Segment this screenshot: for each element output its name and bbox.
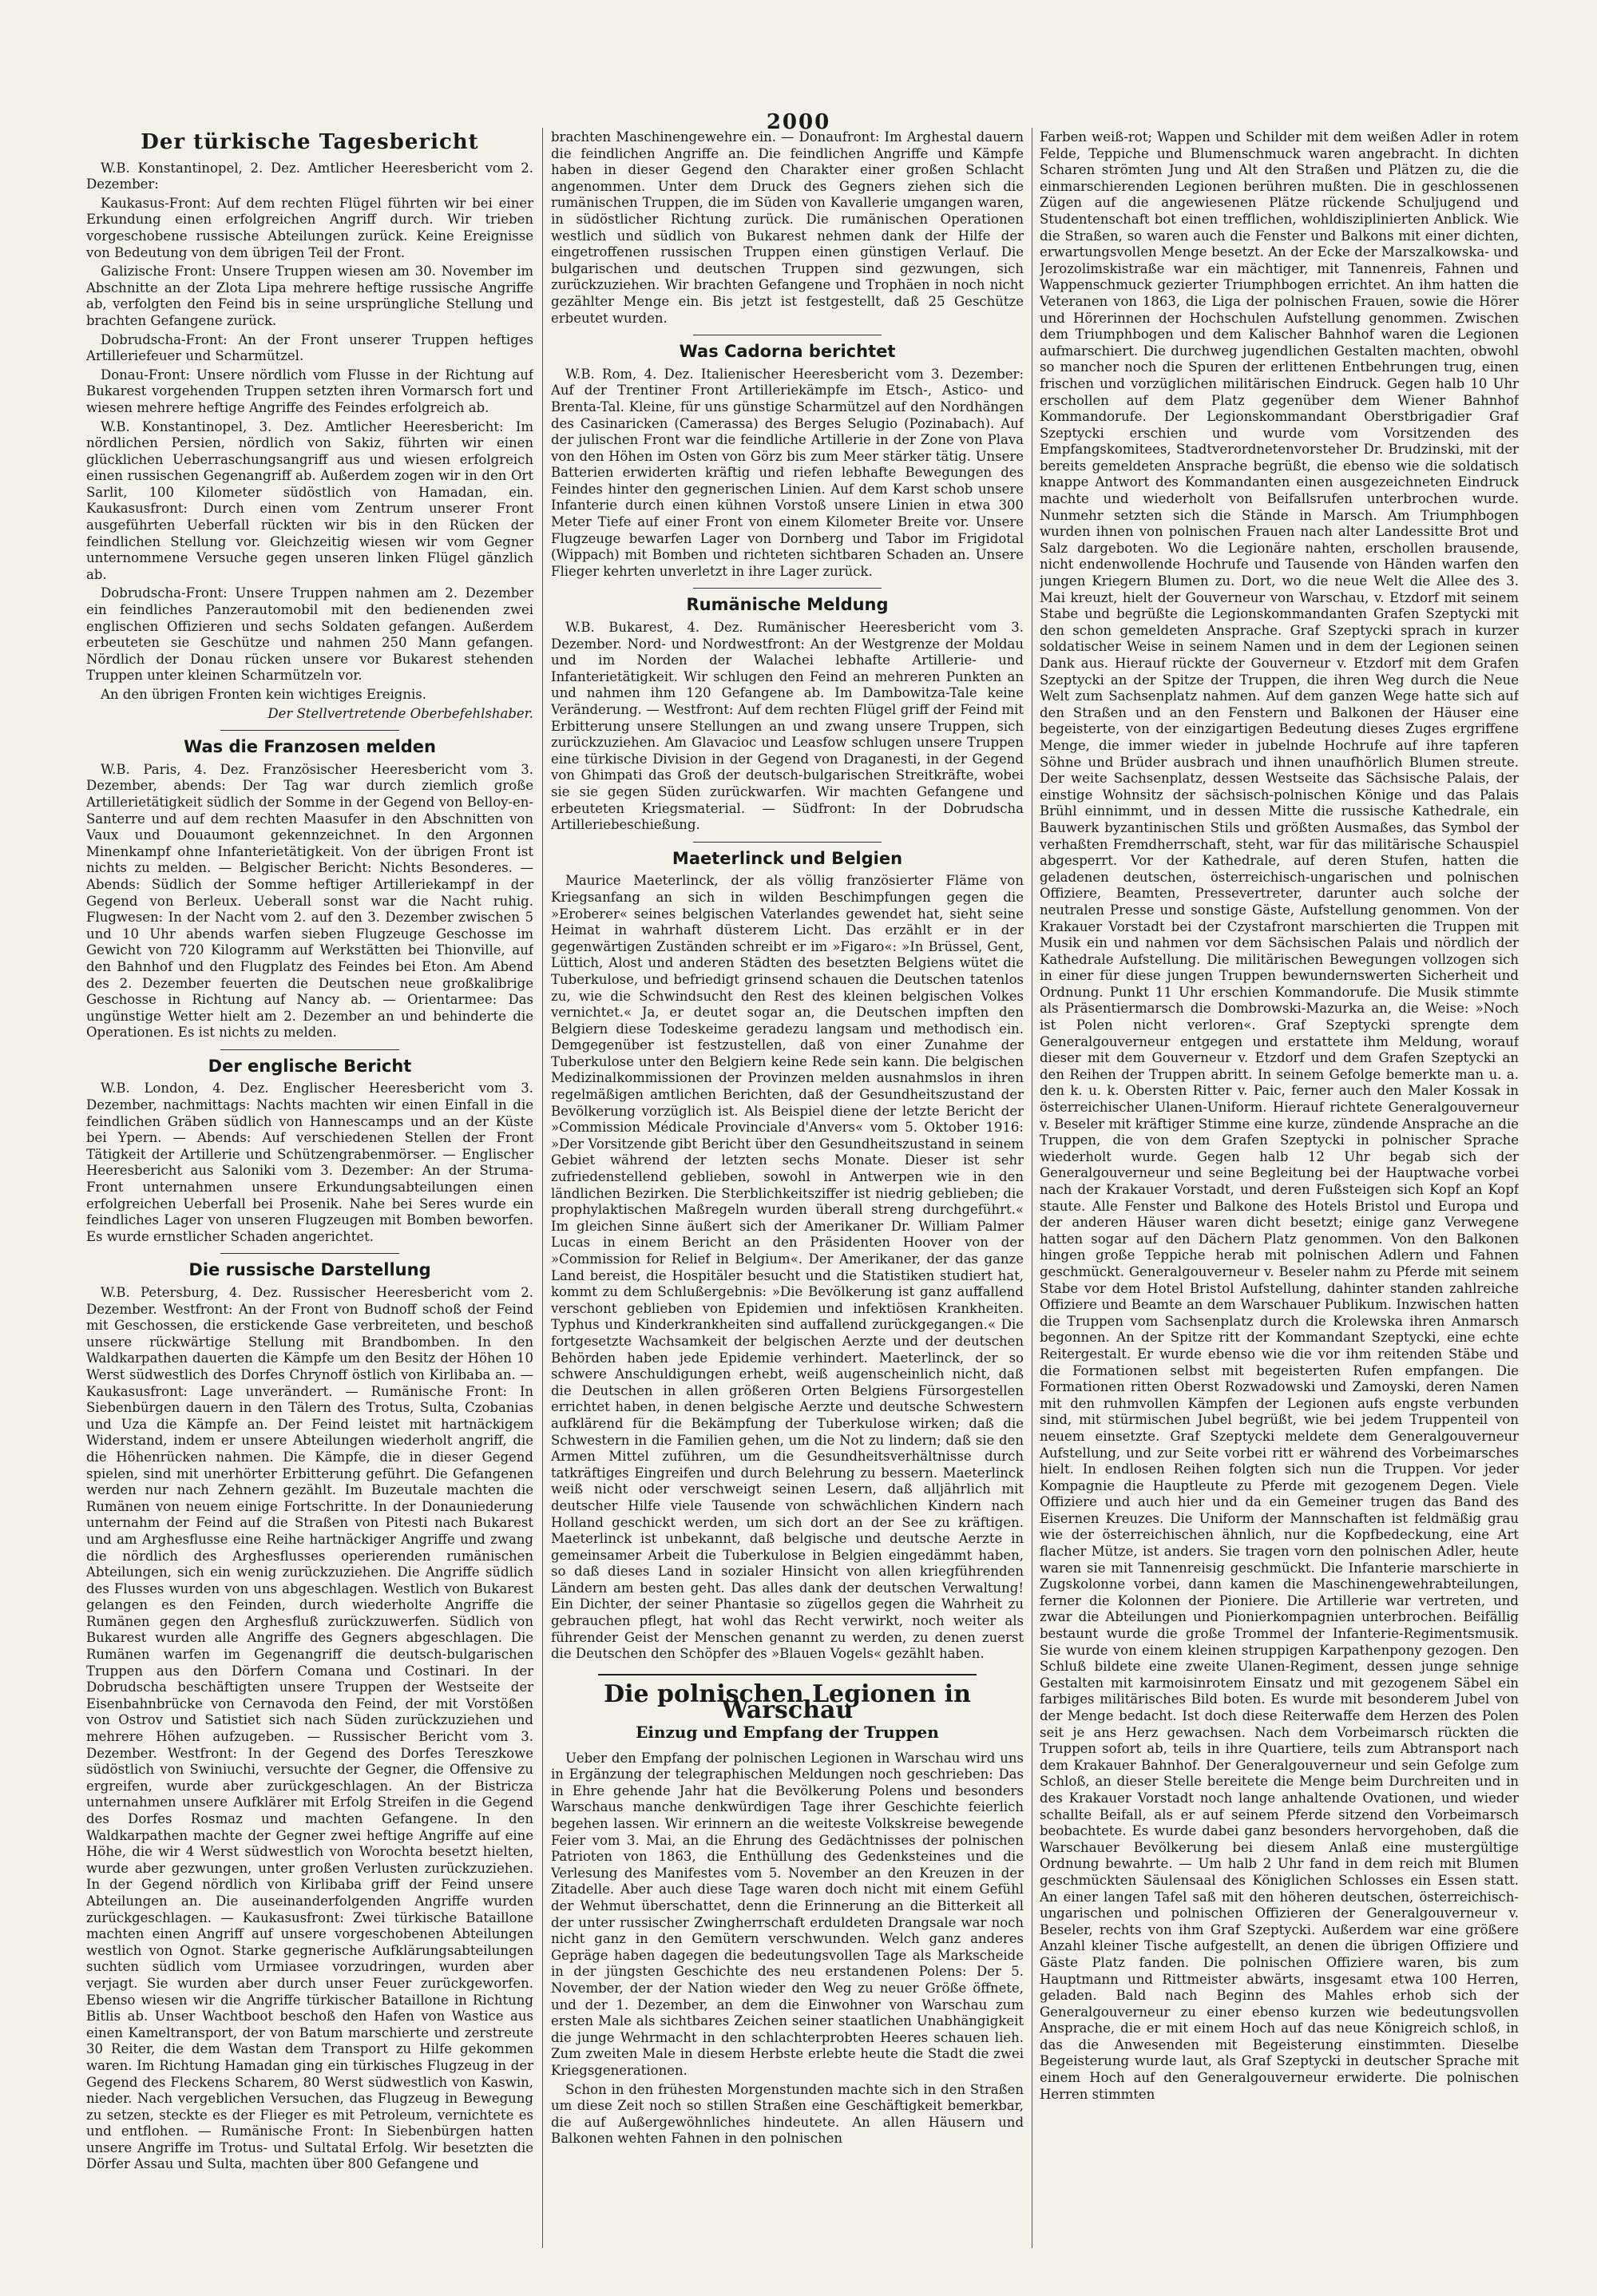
- separator: [693, 588, 882, 589]
- paragraph: W.B. London, 4. Dez. Englischer Heeresbericht vom 3. Dezember, nachmittags: Nachts machten wir einen Einfall in die feindlichen Gräben südlich von Hannescamps und an der Küste bei Ypern. — Abends: Auf verschiedenen Stellen der Front Tätigkeit der Artillerie und Schützengrabenmörser. — Englischer Heeresbericht aus Saloniki vom 3. Dezember: An der Struma-Front unternahmen unsere Erkundungsabteilungen einen erfolgreichen Ueberfall bei Prosenik. Nahe bei Seres wurde ein feindliches Lager von unseren Flugzeugen mit Bomben beworfen. Es wurde ernstlicher Schaden angerichtet.: [86, 1081, 533, 1244]
- separator: [220, 730, 399, 731]
- polish-legions-headline: Die polnischen Legionen in Warschau: [604, 1679, 971, 1725]
- paragraph: Dobrudscha-Front: Unsere Truppen nahmen am 2. Dezember ein feindliches Panzerautomobil mit den bedienenden zwei englischen Offizieren und sechs Soldaten gefangen. Außerdem erbeuteten sie Geschütze und nahmen 250 Mann gefangen. Nördlich der Donau rücken unsere vor Bukarest stehenden Truppen unter kleinen Scharmützeln vor.: [86, 585, 533, 684]
- cadorna-report-headline: Was Cadorna berichtet: [679, 342, 896, 362]
- separator: [220, 1253, 399, 1254]
- romanian-report-headline: Rumänische Meldung: [686, 595, 889, 615]
- paragraph: Dobrudscha-Front: An der Front unserer Truppen heftiges Artilleriefeuer und Scharmützel.: [86, 331, 533, 364]
- paragraph: W.B. Paris, 4. Dez. Französischer Heeresbericht vom 3. Dezember, abends: Der Tag war durch ziemlich große Artillerietätigkeit südlich der Somme in der Gegend von Belloy-en-Santerre und auf dem rechten Maasufer in den Abschnitten von Vaux und Douaumont gekennzeichnet. In den Argonnen Minenkampf ohne Infanterietätigkeit. Von der übrigen Front ist nichts zu melden. — Belgischer Bericht: Nichts Besonderes. — Abends: Südlich der Somme heftiger Artilleriekampf in der Gegend von Berleux. Ueberall sonst war die Nacht ruhig. Flugwesen: In der Nacht vom 2. auf den 3. Dezember zwischen 5 und 10 Uhr abends warfen sieben Flugzeuge Geschosse im Gewicht von 720 Kilogramm auf Werkstätten bei Thionville, auf den Bahnhof und den Flugplatz des Feindes bei Eton. Am Abend des 2. Dezember feuerten die Deutschen neue großkalibrige Geschosse in Richtung auf Nancy ab. — Orientarmee: Das ungünstige Wetter hielt am 2. Dezember an und behinderte die Operationen. Es ist nichts zu melden.: [86, 761, 533, 1041]
- polish-legions-subheadline: Einzug und Empfang der Truppen: [636, 1723, 939, 1743]
- separator: [598, 1674, 977, 1675]
- paragraph: Ueber den Empfang der polnischen Legionen in Warschau wird uns in Ergänzung der telegraphischen Meldungen noch geschrieben: Das in Ehre gehende Jahr hat die Bevölkerung Polens und besonders Warschaus manche denkwürdigen Tage ihrer Geschichte feierlich begehen lassen. Wir erinnern an die weiteste Volkskreise bewegende Feier vom 3. Mai, an die Ehrung des Gedächtnisses der polnischen Patrioten von 1863, die Enthüllung des Gedenksteines und die Verlesung des Manifestes vom 5. November an den Kreuzen in der Zitadelle. Aber auch diese Tage waren doch nicht mit einem Gefühl der Wehmut überschattet, denn die Erinnerung an die Bitterkeit all der unter russischer Zwingherrschaft erduldeten Drangsale war noch nicht ganz in den Gemütern verschwunden. Welch ganz anderes Gepräge haben dagegen die bedeutungsvollen Tage als Markscheide in der jüngsten Geschichte des neu erstandenen Polens: Der 5. November, der der Nation wieder den Weg zu neuer Größe öffnete, und der 1. Dezember, an dem die Einwohner von Warschau zum ersten Male als sichtbares Zeichen seiner staatlichen Unabhängigkeit die junge Wehrmacht in den schlachterprobten Heeres schauen lieh. Zum zweiten Male in diesem Herbste erlebte heute die Stadt die zwei Kriegsgenerationen.: [551, 1750, 1024, 2078]
- paragraph: Maurice Maeterlinck, der als völlig französierter Fläme von Kriegsanfang an sich in wilden Beschimpfungen gegen die »Eroberer« seines belgischen Vaterlandes gewendet hat, sieht seine Heimat in wahrhaft düsterem Licht. Das erzählt er in der gegenwärtigen Zuständen schreibt er im »Figaro«: »In Brüssel, Gent, Lüttich, Alost und anderen Städten des besetzten Belgiens wütet die Tuberkulose, und befriedigt grinsend schauen die Deutschen tatenlos zu, wie die Schwindsucht den Rest des kleinen belgischen Volkes vernichtet.« Ja, er deutet sogar an, die Deutschen impften den Belgiern diese Todeskeime geradezu langsam und methodisch ein. Demgegenüber ist festzustellen, daß von einer Zunahme der Tuberkulose unter den Belgiern keine Rede sein kann. Die belgischen Medizinalkommissionen der Provinzen melden ausnahmslos in ihren regelmäßigen amtlichen Berichten, daß der Gesundheitszustand der Bevölkerung vorzüglich ist. Als Beispiel diene der letzte Bericht der »Commission Médicale Provinciale d'Anvers« vom 5. Oktober 1916: »Der Vorsitzende gibt Bericht über den Gesundheitszustand in seinem Gebiet während der letzten sechs Monate. Dieser ist sehr zufriedenstellend geblieben, sowohl in Antwerpen wie in den ländlichen Bezirken. Die Sterblichkeitsziffer ist niedrig geblieben; die prophylaktischen Maßregeln wurden überall streng durchgeführt.« Im gleichen Sinne äußert sich der Amerikaner Dr. William Palmer Lucas in einem Bericht an den Präsidenten Hoover von der »Commission for Relief in Belgium«. Der Amerikaner, der das ganze Land bereist, die Hospitäler besucht und die Statistiken studiert hat, kommt zu dem Schlußergebnis: »Die Bevölkerung ist ganz auffallend verschont geblieben von Epidemien und infektiösen Krankheiten. Typhus und Kinderkrankheiten sind auffallend zurückgegangen.« Die fortgesetzte Wachsamkeit der belgischen Aerzte und der deutschen Behörden haben jede Epidemie verhindert. Maeterlinck, der so schwere Anschuldigungen erhebt, weiß augenscheinlich nicht, daß die Deutschen in allen größeren Orten Belgiens Fürsorgestellen errichtet haben, in denen belgische Aerzte und deutsche Schwestern aufklärend für die Bekämpfung der Tuberkulose wirken; daß die Schwestern in die Familien gehen, um die Not zu lindern; daß sie den Armen Mittel zuführen, um die Gesundheitsverhältnisse durch tatkräftiges Eingreifen und durch Belehrung zu bessern. Maeterlinck weiß nicht oder verschweigt seinen Lesern, daß alljährlich mit deutscher Hilfe viele Tausende von schwächlichen Kindern nach Holland geschickt werden, um sich dort an der See zu kräftigen. Maeterlinck ist unbekannt, daß belgische und deutsche Aerzte in gemeinsamer Arbeit die Tuberkulose in Belgien eingedämmt haben, so daß dieses Land in sozialer Hinsicht von allen kriegführenden Ländern am besten geht. Das alles dank der deutschen Verwaltung! Ein Dichter, der seiner Phantasie so zügellos gegen die Wahrheit zu gebrauchen pflegt, hat wohl das Recht verwirkt, noch weiter als führender Geist der Menschen genannt zu werden, zu denen zuerst die Deutschen den Schöpfer des »Blauen Vogels« gezählt haben.: [551, 873, 1024, 1662]
- paragraph: An den übrigen Fronten kein wichtiges Ereignis.: [101, 687, 426, 702]
- paragraph: W.B. Konstantinopel, 3. Dez. Amtlicher Heeresbericht: Im nördlichen Persien, nördlich von Sakiz, führten wir einen glücklichen Ueberraschungsangriff aus und wiesen erfolgreich einen russischen Gegenangriff ab. Außerdem zogen wir in den Ort Sarlit, 100 Kilometer südöstlich von Hamadan, ein. Kaukasusfront: Durch einen vom Zentrum unserer Front ausgeführten Ueberfall rückten wir bis in den Rücken der feindlichen Stellung vor. Gleichzeitig wiesen wir vom Gegner unternommene Versuche gegen unseren linken Flügel gänzlich ab.: [86, 418, 533, 582]
- paragraph: W.B. Petersburg, 4. Dez. Russischer Heeresbericht vom 2. Dezember. Westfront: An der Front von Budnoff schoß der Feind mit Geschossen, die erstickende Gase verbreiteten, und beschoß unsere rückwärtige Stellung mit Brandbomben. In den Waldkarpathen dauerten die Kämpfe um den Besitz der Höhen 10 Werst südwestlich des Dorfes Chrynoff östlich von Kirlibaba an. — Kaukasusfront: Lage unverändert. — Rumänische Front: In Siebenbürgen dauern in den Tälern des Trotus, Sulta, Czobanias und Uza die Kämpfe an. Der Feind leistet mit hartnäckigem Widerstand, indem er unsere Abteilungen wiederholt angriff, die die Höhenrücken nahmen. Die Kämpfe, die in dieser Gegend spielen, sind mit unerhörter Erbitterung geführt. Die Gefangenen werden nur nach Zehnern gezählt. Im Buzeutale machten die Rumänen von neuem einige Fortschritte. In der Donauniederung unternahm der Feind auf die Straßen von Pitesti nach Bukarest und am Arghesflusse eine Reihe hartnäckiger Angriffe und zwang die nördlich des Arghesflusses operierenden rumänischen Abteilungen, sich ein wenig zurückzuziehen. Die Angriffe südlich des Flusses wurden von uns abgeschlagen. Westlich von Bukarest gelangen es den Feinden, durch wiederholte Angriffe die Rumänen gegen den Arghesfluß zurückzuwerfen. Südlich von Bukarest wurden alle Angriffe des Gegners abgeschlagen. Die Rumänen warfen im Gegenangriff die deutsch-bulgarischen Truppen aus den Dörfern Comana und Costinari. In der Dobrudscha beschäftigten unsere Truppen der Westseite der Eisenbahnbrücke von Cernavoda den Feind, der mit Vorstößen von Ostrov und Satistiet sich nach Süden zurückzuziehen und mehrere Höhen aufzugeben. — Russischer Bericht vom 3. Dezember. Westfront: In der Gegend des Dorfes Tereszkowe südöstlich von Swiniuchi, versuchte der Gegner, die Offensive zu ergreifen, wurde aber zurückgeschlagen. An der Bistricza unternahmen unsere Aufklärer mit Erfolg Streifen in die Gegend des Dorfes Rosmaz und machten Gefangene. In den Waldkarpathen machte der Gegner zwei heftige Angriffe auf eine Höhe, die wir 4 Werst südwestlich von Worochta besetzt hielten, wurde aber gezwungen, unter großen Verlusten zurückzuziehen. In der Gegend nördlich von Kirlibaba griff der Feind unsere Abteilungen an. Die auseinanderfolgenden Angriffe wurden zurückgeschlagen. — Kaukasusfront: Zwei türkische Bataillone machten einen Angriff auf unsere vorgeschobenen Abteilungen westlich von Ognot. Starke gegnerische Aufklärungsabteilungen suchten südlich vom Urmiasee vorzudringen, wurden aber verjagt. Sie wurden aber durch unser Feuer zurückgeworfen. Ebenso wiesen wir die Angriffe türkischer Bataillone in Richtung Bitlis ab. Unser Wachtboot beschoß den Hafen von Wastice aus einen Kameltransport, der von Batum marschierte und zerstreute 30 Reiter, die dem Wastan dem Transport zu Hilfe gekommen waren. Im Richtung Hamadan ging ein türkisches Flugzeug in der Gegend des Fleckens Scharem, 80 Werst südwestlich von Kaswin, nieder. Nach vergeblichen Versuchen, das Flugzeug in Bewegung zu setzen, steckte es der Flieger es mit Petroleum, vernichtete es und entflohen. — Rumänische Front: In Siebenbürgen hatten unsere Angriffe im Trotus- und Sultatal Erfolg. Wir besetzten die Dörfer Assau und Sulta, machten über 800 Gefangene und: [86, 1285, 533, 2172]
- french-report-headline: Was die Franzosen melden: [184, 737, 436, 757]
- paragraph: W.B. Bukarest, 4. Dez. Rumänischer Heeresbericht vom 3. Dezember. Nord- und Nordwestfront: An der Westgrenze der Moldau und im Norden der Walachei lebhafte Artillerie- und Infanterietätigkeit. Wir schlugen den Feind an mehreren Punkten an und nahmen ihm 120 Gefangene ab. Im Dambowitza-Tale keine Veränderung. — Westfront: Auf dem rechten Flügel griff der Feind mit Erbitterung unsere Stellungen an und zwang unsere Truppen, sich zurückzuziehen. Am Glavacioc und Leasfow schlugen unsere Truppen eine türkische Division in der Gegend von Draganesti, in der Gegend von Ghimpati das Groß der deutsch-bulgarischen Streitkräfte, wobei sie sie gegen Süden zurückwarfen. Wir machten Gefangene und erbeuteten Kriegsmaterial. — Südfront: In der Dobrudscha Artilleriebeschießung.: [551, 620, 1024, 833]
- turkish-report-headline: Der türkische Tagesbericht: [141, 130, 479, 154]
- separator: [220, 1049, 399, 1050]
- column-2: [551, 129, 1024, 2248]
- column-1: [86, 129, 533, 2248]
- maeterlinck-headline: Maeterlinck und Belgien: [672, 848, 903, 868]
- paragraph: Schon in den frühesten Morgenstunden machte sich in den Straßen um diese Zeit noch so stillen Straßen eine Geschäftigkeit bemerkbar, die auf Außergewöhnliches hindeutete. An allen Häusern und Balkonen wehten Fahnen in den polnischen: [551, 2081, 1024, 2147]
- paragraph: Farben weiß-rot; Wappen und Schilder mit dem weißen Adler in rotem Felde, Teppiche und Blumenschmuck waren angebracht. In dichten Scharen strömten Jung und Alt den Straßen und Plätzen zu, die die einmarschierenden Legionen berühren mußten. Die in geschlossenen Zügen auf die angewiesenen Plätze rückende Schuljugend und Studentenschaft bot einen trefflichen, wohldisziplinierten Anblick. Wie die Straßen, so waren auch die Fenster und Balkons mit einer dichten, erwartungsvollen Menge besetzt. An der Ecke der Marszalkowska- und Jerozolimskistraße war ein mächtiger, mit Tannenreis, Fahnen und Wappenschmuck gezierter Triumphbogen errichtet. An ihm hatten die Veteranen von 1863, die Liga der polnischen Frauen, sowie die Hörer und Hörerinnen der Hochschulen Aufstellung genommen. Zwischen dem Triumphbogen und dem Kalischer Bahnhof waren die Legionen aufmarschiert. Die durchweg jugendlichen Gestalten machten, obwohl so mancher noch die Spuren der erlittenen Entbehrungen trug, einen frischen und vorzüglichen militärischen Eindruck. Gegen halb 10 Uhr erschollen auf dem Platz gegenüber dem Wiener Bahnhof Kommandorufe. Der Legionskommandant Oberstbrigadier Graf Szeptycki erschien und wurde vom Vorsitzenden des Empfangskomitees, Stadtverordnetenvorsteher Dr. Brudzinski, mit der bereits gemeldeten Ansprache begrüßt, die ebenso wie die soldatisch knappe Antwort des Kommandanten einen ausgezeichneten Eindruck machte und wiederholt von Beifallsrufen unterbrochen wurde. Nunmehr setzten sich die Stände in Marsch. Am Triumphbogen wurden ihnen von polnischen Frauen nach alter Landessitte Brot und Salz dargeboten. Wo die Legionäre nahten, erschollen brausende, nicht endenwollende Hochrufe und Tausende von Händen warfen den jungen Kriegern Blumen zu. Dort, wo die neue Welt die Allee des 3. Mai kreuzt, hielt der Gouverneur von Warschau, v. Etzdorf mit seinem Stabe und begrüßte die Legionskommandanten Grafen Szeptycki mit den schon gemeldeten Ansprache. Graf Szeptycki sprach in kurzer soldatischer Weise in seinem Namen und in dem der Legionen seinen Dank aus. Hierauf rückte der Gouverneur v. Etzdorf mit dem Grafen Szeptycki an der Spitze der Truppen, die ihren Weg durch die Neue Welt zum Sachsenplatz nahmen. Auf dem ganzen Wege hatte sich auf den Straßen und an den Fenstern und Balkonen der Häuser eine begeisterte, von der einzigartigen Bedeutung dieses Zuges ergriffene Menge, die immer wieder in jubelnde Hochrufe auf ihre tapferen Söhne und Brüder ausbrach und ihnen unaufhörlich Blumen streute. Der weite Sachsenplatz, dessen Westseite das Sächsische Palais, der einstige Wohnsitz der sächsisch-polnischen Könige und das Palais Brühl einnimmt, und in dessen Mitte die russische Kathedrale, ein Bauwerk byzantinischen Stils und größten Ausmaßes, das Symbol der verhaßten Fremdherrschaft, steht, war für das militärische Schauspiel abgesperrt. Vor der Kathedrale, auf deren Stufen, hatten die geladenen deutschen, österreichisch-ungarischen und polnischen Offiziere, Beamten, Pressevertreter, darunter auch solche der neutralen Presse und sonstige Gäste, Aufstellung genommen. Von der Krakauer Vorstadt bei der Czystafront marschierten die Truppen mit Musik ein und nahmen vor dem Sächsischen Palais und nördlich der Kathedrale Aufstellung. Die militärischen Bewegungen vollzogen sich in einer für diese jungen Truppen bewundernswerten Sicherheit und Ordnung. Punkt 11 Uhr erschien Kommandorufe. Die Musik stimmte als Präsentiermarsch die Dombrowski-Mazurka an, die Weise: »Noch ist Polen nicht verloren«. Graf Szeptycki sprengte dem Generalgouverneur entgegen und erstattete ihm Meldung, worauf dieser mit dem Gouverneur v. Etzdorf und dem Grafen Szeptycki an den Reihen der Truppen abritt. In seinem Gefolge bemerkte man u. a. den k. u. k. Obersten Ritter v. Paic, ferner auch den Maler Kossak in österreichischer Ulanen-Uniform. Hierauf richtete Generalgouverneur v. Beseler mit kräftiger Stimme eine kurze, zündende Ansprache an die Truppen, die von dem Grafen Szeptycki in polnischer Sprache wiederholt wurde. Gegen halb 12 Uhr begab sich der Generalgouverneur und seine Begleitung bei der Hauptwache vorbei nach der Krakauer Vorstadt, und deren Fußsteigen sich Kopf an Kopf staute. Alle Fenster und Balkone des Hotels Bristol und Europa und der anderen Häuser waren dicht besetzt; einige ganz Verwegene hatten sogar auf den Dächern Platz genommen. Von den Balkonen hingen große Teppiche herab mit polnischen Adlern und Fahnen geschmückt. Generalgouverneur v. Beseler nahm zu Pferde mit seinem Stabe vor dem Hotel Bristol Aufstellung, dahinter standen zahlreiche Offiziere und Beamte an dem Warschauer Publikum. Inzwischen hatten die Truppen vom Sachsenplatz durch die Krolewska ihren Anmarsch begonnen. An der Spitze ritt der Kommandant Szeptycki, eine echte Reitergestalt. Er wurde ebenso wie die vor ihm reitenden Stäbe und die Formationen selbst mit begeisterten Rufen empfangen. Die Formationen ritten Oberst Rozwadowski und Zamoyski, deren Namen mit den ruhmvollen Kämpfen der Legionen aufs engste verbunden sind, mit stürmischen Jubel begrüßt, wie bei jedem Truppenteil von neuem einsetzte. Graf Szeptycki meldete dem Generalgouverneur Aufstellung, und zur Seite vorbei ritt er während des Vorbeimarsches hielt. In endlosen Reihen folgten sich nun die Truppen. Vor jeder Kompagnie die Hauptleute zu Pferde mit gezogenem Degen. Viele Offiziere und auch hier und da ein Gemeiner trugen das Band des Eisernen Kreuzes. Die Uniform der Mannschaften ist feldmäßig grau wie der österreichischen ähnlich, nur die Kopfbedeckung, eine Art flacher Mütze, ist anders. Sie tragen vorn den polnischen Adler, heute waren sie mit Tannenreisig geschmückt. Die Infanterie marschierte in Zugskolonne vorbei, dann kamen die Maschinengewehrabteilungen, ferner die Kolonnen der Pioniere. Die Artillerie war vertreten, und zwar die Abteilungen und Pionierkompagnien unterbrochen. Beifällig bestaunt wurde die große Trommel der Infanterie-Regimentsmusik. Sie wurde von einem kleinen struppigen Karpathenpony gezogen. Den Schluß bildete eine zweite Ulanen-Regiment, dessen junge sehnige Gestalten mit karmoisinrotem Einsatz und mit gezogenem Säbel ein farbiges militärisches Bild boten. Es wurde mit besonderem Jubel von der Menge bedacht. Ist doch diese Reiterwaffe dem Herzen des Polen seit je ans Herz gewachsen. Nach dem Vorbeimarsch rückten die Truppen sofort ab, teils in ihre Quartiere, teils zum Abtransport nach dem Krakauer Bahnhof. Der Generalgouverneur und sein Gefolge zum Schloß, an dieser Stelle bereitete die Menge beim Durchreiten und in des Krakauer Vorstadt noch lange anhaltende Ovationen, und wieder schallte Beifall, als er auf seinem Pferde sitzend den Vorbeimarsch beobachtete. Es wurde dabei ganz besonders hervorgehoben, daß die Warschauer Bevölkerung bei diesem Anlaß eine mustergültige Ordnung bewahrte. — Um halb 2 Uhr fand in dem reich mit Blumen geschmückten Säulensaal des Königlichen Schlosses ein Essen statt. An einer langen Tafel saß mit den höheren deutschen, österreichisch-ungarischen und polnischen Offizieren der Generalgouverneur v. Beseler, rechts von ihm Graf Szeptycki. Außerdem war eine größere Anzahl kleiner Tische aufgestellt, an denen die übrigen Offiziere und Gäste Platz fanden. Die polnischen Offiziere waren, bis zum Hauptmann und Rittmeister abwärts, insgesamt etwa 100 Herren, geladen. Bald nach Beginn des Mahles erhob sich der Generalgouverneur zu einer ebenso kurzen wie bedeutungsvollen Ansprache, die er mit einem Hoch auf das neue Königreich schloß, in das die Anwesenden mit Begeisterung einstimmten. Dieselbe Begeisterung wurde laut, als Graf Szeptycki in deutscher Sprache mit einem Hoch auf den Generalgouverneur erwiderte. Die polnischen Herren stimmten: [1040, 129, 1519, 2102]
- russian-report-headline: Die russische Darstellung: [188, 1260, 431, 1280]
- paragraph: W.B. Konstantinopel, 2. Dez. Amtlicher Heeresbericht vom 2. Dezember:: [86, 160, 533, 192]
- paragraph: Donau-Front: Unsere nördlich vom Flusse in der Richtung auf Bukarest vorgehenden Truppen setzten ihren Vormarsch fort und wiesen mehrere heftige Angriffe des Feindes erfolgreich ab.: [86, 367, 533, 415]
- separator: [693, 842, 882, 843]
- signature: Der Stellvertretende Oberbefehlshaber.: [267, 705, 533, 721]
- page-number: 2000: [766, 110, 831, 134]
- paragraph: W.B. Rom, 4. Dez. Italienischer Heeresbericht vom 3. Dezember: Auf der Trentiner Front Artilleriekämpfe im Etsch-, Astico- und Brenta-Tal. Kleine, für uns günstige Scharmützel auf den Nordhängen des Casinaricken (Camerassa) des Berges Selugio (Pozinabach). Auf der julischen Front war die feindliche Artillerie in der Zone von Plava von den Höhen im Osten von Görz bis zum Meer stärker tätig. Unsere Batterien erwiderten kräftig und riefen lebhafte Bewegungen des Feindes hinter den gegnerischen Linien. Auf dem Karst schob unsere Infanterie durch einen kühnen Vorstoß unsere Linien in etwa 300 Meter Tiefe auf einer Front von einem Kilometer Breite vor. Unsere Flugzeuge bewarfen Lager von Dornberg und Tabor im Frigidotal (Wippach) mit Bomben und richteten sichtbaren Schaden an. Unsere Flieger kehrten unverletzt in ihre Lager zurück.: [551, 366, 1024, 579]
- column-3: [1040, 129, 1519, 2248]
- paragraph: Kaukasus-Front: Auf dem rechten Flügel führten wir bei einer Erkundung einen erfolgreichen Angriff durch. Wir trieben vorgeschobene russische Abteilungen zurück. Keine Ereignisse von Bedeutung von dem übrigen Teil der Front.: [86, 195, 533, 260]
- english-report-headline: Der englische Bericht: [208, 1056, 412, 1076]
- column-rule-left: [542, 128, 543, 2248]
- paragraph: Galizische Front: Unsere Truppen wiesen am 30. November im Abschnitte an der Zlota Lipa mehrere heftige russische Angriffe ab, verfolgten den Feind bis in seine ursprüngliche Stellung und brachten Gefangene zurück.: [86, 264, 533, 328]
- paragraph: brachten Maschinengewehre ein. — Donaufront: Im Arghestal dauern die feindlichen Angriffe an. Die feindlichen Angriffe und Kämpfe haben in dieser Gegend den Charakter einer großen Schlacht angenommen. Unter dem Druck des Gegners ziehen sich die rumänischen Truppen, die im Süden von Kavallerie umgangen waren, in südöstlicher Richtung zurück. Die rumänischen Operationen westlich und südlich von Bukarest nehmen dank der Hilfe der eingetroffenen russischen Truppen einen günstigen Verlauf. Die bulgarischen und deutschen Truppen sind gezwungen, sich zurückzuziehen. Wir brachten Gefangene und Trophäen in noch nicht gezählter Menge ein. Bis jetzt ist festgestellt, daß 25 Geschütze erbeutet wurden.: [551, 129, 1024, 326]
